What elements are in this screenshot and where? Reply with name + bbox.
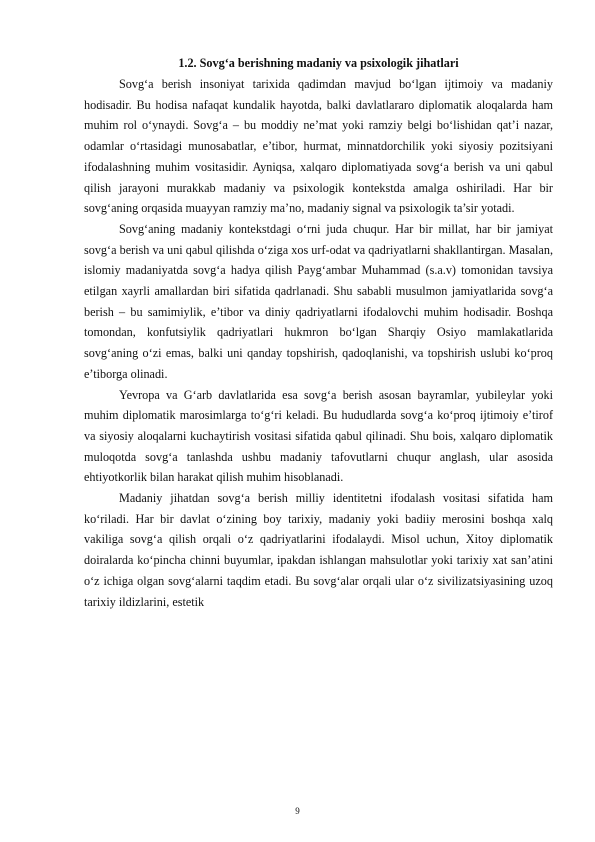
- paragraph-1: Sovg‘a berish insoniyat tarixida qadimdan mavjud bo‘lgan ijtimoiy va madaniy hodisadir. Bu hodisa nafaqat kundalik hayotda, balki davlatlararo diplomatik aloqalarda ham muhim rol o‘ynaydi. Sovg‘a – bu moddiy ne’mat yoki ramziy belgi bo‘lishidan qat’i nazar, odamlar o‘rtasidagi munosabatlar, e’tibor, hurmat, minnatdorchilik yoki siyosiy pozitsiyani ifodalashning muhim vositasidir. Ayniqsa, xalqaro diplomatiyada sovg‘a berish va uni qabul qilish jarayoni murakkab madaniy va psixologik kontekstda amalga oshiriladi. Har bir sovg‘aning orqasida muayyan ramziy ma’no, madaniy signal va psixologik ta’sir yotadi.: [84, 77, 553, 216]
- paragraph-4: Madaniy jihatdan sovg‘a berish milliy identitetni ifodalash vositasi sifatida ham ko‘riladi. Har bir davlat o‘zining boy tarixiy, madaniy yoki badiiy merosini boshqa xalq vakiliga sovg‘a qilish orqali o‘z qadriyatlarini ifodalaydi. Misol uchun, Xitoy diplomatik doiralarda ko‘pincha chinni buyumlar, ipakdan ishlangan mahsulotlar yoki tarixiy xat san’atini o‘z ichiga olgan sovg‘alarni taqdim etadi. Bu sovg‘alar orqali ular o‘z sivilizatsiyasining uzoq tarixiy ildizlarini, estetik: [84, 491, 553, 609]
- section-title: 1.2. Sovg‘a berishning madaniy va psixologik jihatlari: [178, 56, 459, 70]
- paragraph-2: Sovg‘aning madaniy kontekstdagi o‘rni juda chuqur. Har bir millat, har bir jamiyat sovg‘a berish va uni qabul qilishda o‘ziga xos urf-odat va qadriyatlarni shakllantirgan. Masalan, islomiy madaniyatda sovg‘a hadya qilish Payg‘ambar Muhammad (s.a.v) tomonidan tavsiya etilgan xayrli amallardan biri sifatida qadrlanadi. Shu sababli musulmon jamiyatlarida sovg‘a berish – bu samimiylik, e’tibor va diniy qadriyatlarni ifodalovchi muhim hodisadir. Boshqa tomondan, konfutsiylik qadriyatlari hukmron bo‘lgan Sharqiy Osiyo mamlakatlarida sovg‘aning o‘zi emas, balki uni qanday topshirish, qadoqlanishi, va topshirish uslubi ko‘proq e’tiborga olinadi.: [84, 221, 553, 381]
- page-number: 9: [295, 806, 300, 816]
- paragraph-3: Yevropa va G‘arb davlatlarida esa sovg‘a berish asosan bayramlar, yubileylar yoki muhim diplomatik marosimlarga to‘g‘ri keladi. Bu hududlarda sovg‘a ko‘proq ijtimoiy e’tirof va siyosiy aloqalarni kuchaytirish vositasi sifatida qabul qilinadi. Shu bois, xalqaro diplomatik muloqotda sovg‘a tanlashda ushbu madaniy tafovutlarni chuqur anglash, ular asosida ehtiyotkorlik bilan harakat qilish muhim hisoblanadi.: [84, 387, 553, 485]
- document-page: [84, 55, 553, 612]
